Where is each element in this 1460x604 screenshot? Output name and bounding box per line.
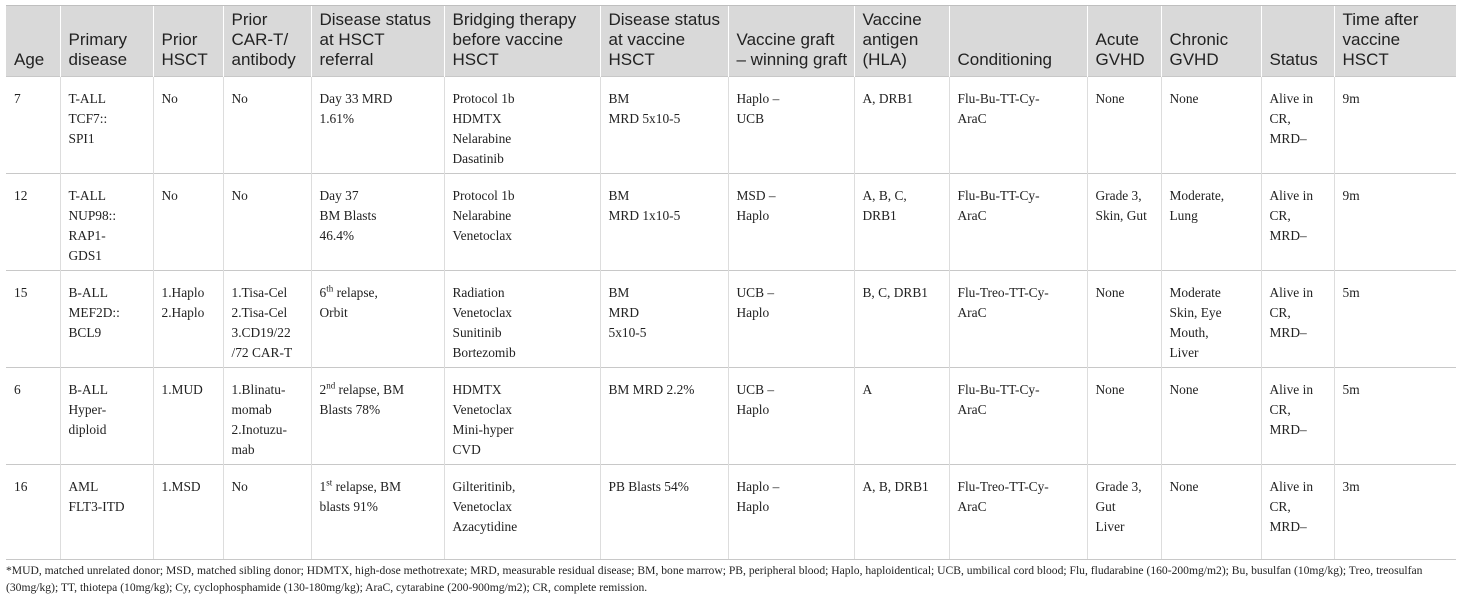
cell-acute-gvhd: None: [1087, 368, 1161, 465]
cell-primary-disease: AML FLT3-ITD: [60, 465, 153, 560]
cell-status-vaccine: BM MRD 5x10-5: [600, 271, 728, 368]
header-primary-disease: Primary disease: [60, 6, 153, 77]
header-disease-status-referral: Disease status at HSCT referral: [311, 6, 444, 77]
table-row: [6, 368, 1456, 465]
cell-status-referral: Day 33 MRD 1.61%: [311, 77, 444, 174]
cell-chronic-gvhd: None: [1161, 77, 1261, 174]
cell-bridging: Protocol 1b HDMTX Nelarabine Dasatinib: [444, 77, 600, 174]
cell-conditioning: Flu-Bu-TT-Cy- AraC: [949, 174, 1087, 271]
patient-table: [6, 5, 1456, 560]
header-prior-cart-antibody: Prior CAR-T/ antibody: [223, 6, 311, 77]
cell-chronic-gvhd: Moderate, Lung: [1161, 174, 1261, 271]
cell-status: Alive in CR, MRD–: [1261, 465, 1334, 560]
header-prior-hsct: Prior HSCT: [153, 6, 223, 77]
cell-age: 16: [6, 465, 60, 560]
cell-prior-cart: 1.Tisa-Cel 2.Tisa-Cel 3.CD19/22 /72 CAR-T: [223, 271, 311, 368]
cell-status-vaccine: BM MRD 2.2%: [600, 368, 728, 465]
cell-time: 5m: [1334, 368, 1456, 465]
header-conditioning: Conditioning: [949, 6, 1087, 77]
cell-age: 15: [6, 271, 60, 368]
cell-antigen: B, C, DRB1: [854, 271, 949, 368]
cell-acute-gvhd: Grade 3, Gut Liver: [1087, 465, 1161, 560]
header-acute-gvhd: Acute GVHD: [1087, 6, 1161, 77]
cell-time: 9m: [1334, 174, 1456, 271]
cell-prior-hsct: No: [153, 77, 223, 174]
header-chronic-gvhd: Chronic GVHD: [1161, 6, 1261, 77]
cell-status-referral: 6th relapse, Orbit: [311, 271, 444, 368]
cell-time: 5m: [1334, 271, 1456, 368]
header-vaccine-antigen: Vaccine antigen (HLA): [854, 6, 949, 77]
cell-age: 12: [6, 174, 60, 271]
cell-bridging: Protocol 1b Nelarabine Venetoclax: [444, 174, 600, 271]
cell-vaccine-graft: Haplo – UCB: [728, 77, 854, 174]
cell-prior-hsct: 1.Haplo 2.Haplo: [153, 271, 223, 368]
cell-age: 6: [6, 368, 60, 465]
cell-status-referral: 1st relapse, BM blasts 91%: [311, 465, 444, 560]
cell-prior-cart: 1.Blinatu- momab 2.Inotuzu- mab: [223, 368, 311, 465]
cell-status-vaccine: PB Blasts 54%: [600, 465, 728, 560]
cell-antigen: A, B, C, DRB1: [854, 174, 949, 271]
cell-prior-hsct: 1.MUD: [153, 368, 223, 465]
table-footnote: *MUD, matched unrelated donor; MSD, matched sibling donor; HDMTX, high-dose methotrexate; MRD, measurable residual disease; BM, bone marrow; PB, peripheral blood; Haplo, haploidentical; UCB, umbilical cord blood; Flu, fludarabine (160-200mg/m2); Bu, busulfan (10mg/kg); Treo, treosulfan (30mg/kg); TT, thiotepa (10mg/kg); Cy, cyclophosphamide (130-180mg/kg); AraC, cytarabine (200-900mg/m2); CR, complete remission.: [6, 564, 1423, 594]
table-row: [6, 77, 1456, 174]
cell-prior-hsct: No: [153, 174, 223, 271]
header-disease-status-vaccine: Disease status at vaccine HSCT: [600, 6, 728, 77]
cell-status: Alive in CR, MRD–: [1261, 368, 1334, 465]
cell-conditioning: Flu-Bu-TT-Cy- AraC: [949, 77, 1087, 174]
cell-primary-disease: B-ALL Hyper- diploid: [60, 368, 153, 465]
cell-acute-gvhd: None: [1087, 77, 1161, 174]
cell-antigen: A, DRB1: [854, 77, 949, 174]
header-status: Status: [1261, 6, 1334, 77]
table-row: [6, 271, 1456, 368]
cell-age: 7: [6, 77, 60, 174]
table-row: [6, 174, 1456, 271]
cell-time: 9m: [1334, 77, 1456, 174]
cell-time: 3m: [1334, 465, 1456, 560]
cell-conditioning: Flu-Treo-TT-Cy- AraC: [949, 271, 1087, 368]
cell-bridging: Gilteritinib, Venetoclax Azacytidine: [444, 465, 600, 560]
cell-prior-cart: No: [223, 465, 311, 560]
cell-status: Alive in CR, MRD–: [1261, 77, 1334, 174]
cell-primary-disease: T-ALL NUP98:: RAP1- GDS1: [60, 174, 153, 271]
header-age: Age: [6, 6, 60, 77]
cell-conditioning: Flu-Bu-TT-Cy- AraC: [949, 368, 1087, 465]
cell-vaccine-graft: Haplo – Haplo: [728, 465, 854, 560]
cell-vaccine-graft: UCB – Haplo: [728, 271, 854, 368]
cell-antigen: A: [854, 368, 949, 465]
cell-prior-hsct: 1.MSD: [153, 465, 223, 560]
cell-status-vaccine: BM MRD 1x10-5: [600, 174, 728, 271]
cell-status-referral: Day 37 BM Blasts 46.4%: [311, 174, 444, 271]
cell-chronic-gvhd: Moderate Skin, Eye Mouth, Liver: [1161, 271, 1261, 368]
header-time-after: Time after vaccine HSCT: [1334, 6, 1456, 77]
cell-status-referral: 2nd relapse, BM Blasts 78%: [311, 368, 444, 465]
cell-chronic-gvhd: None: [1161, 465, 1261, 560]
cell-bridging: Radiation Venetoclax Sunitinib Bortezomib: [444, 271, 600, 368]
cell-primary-disease: T-ALL TCF7:: SPI1: [60, 77, 153, 174]
cell-vaccine-graft: MSD – Haplo: [728, 174, 854, 271]
cell-status: Alive in CR, MRD–: [1261, 174, 1334, 271]
cell-vaccine-graft: UCB – Haplo: [728, 368, 854, 465]
cell-status: Alive in CR, MRD–: [1261, 271, 1334, 368]
cell-status-vaccine: BM MRD 5x10-5: [600, 77, 728, 174]
header-bridging-therapy: Bridging therapy before vaccine HSCT: [444, 6, 600, 77]
table-container: [6, 5, 1456, 560]
cell-bridging: HDMTX Venetoclax Mini-hyper CVD: [444, 368, 600, 465]
header-row: [6, 6, 1456, 77]
cell-prior-cart: No: [223, 174, 311, 271]
cell-antigen: A, B, DRB1: [854, 465, 949, 560]
header-vaccine-graft: Vaccine graft – winning graft: [728, 6, 854, 77]
cell-acute-gvhd: Grade 3, Skin, Gut: [1087, 174, 1161, 271]
table-row: [6, 465, 1456, 560]
cell-chronic-gvhd: None: [1161, 368, 1261, 465]
cell-acute-gvhd: None: [1087, 271, 1161, 368]
cell-conditioning: Flu-Treo-TT-Cy- AraC: [949, 465, 1087, 560]
cell-prior-cart: No: [223, 77, 311, 174]
cell-primary-disease: B-ALL MEF2D:: BCL9: [60, 271, 153, 368]
